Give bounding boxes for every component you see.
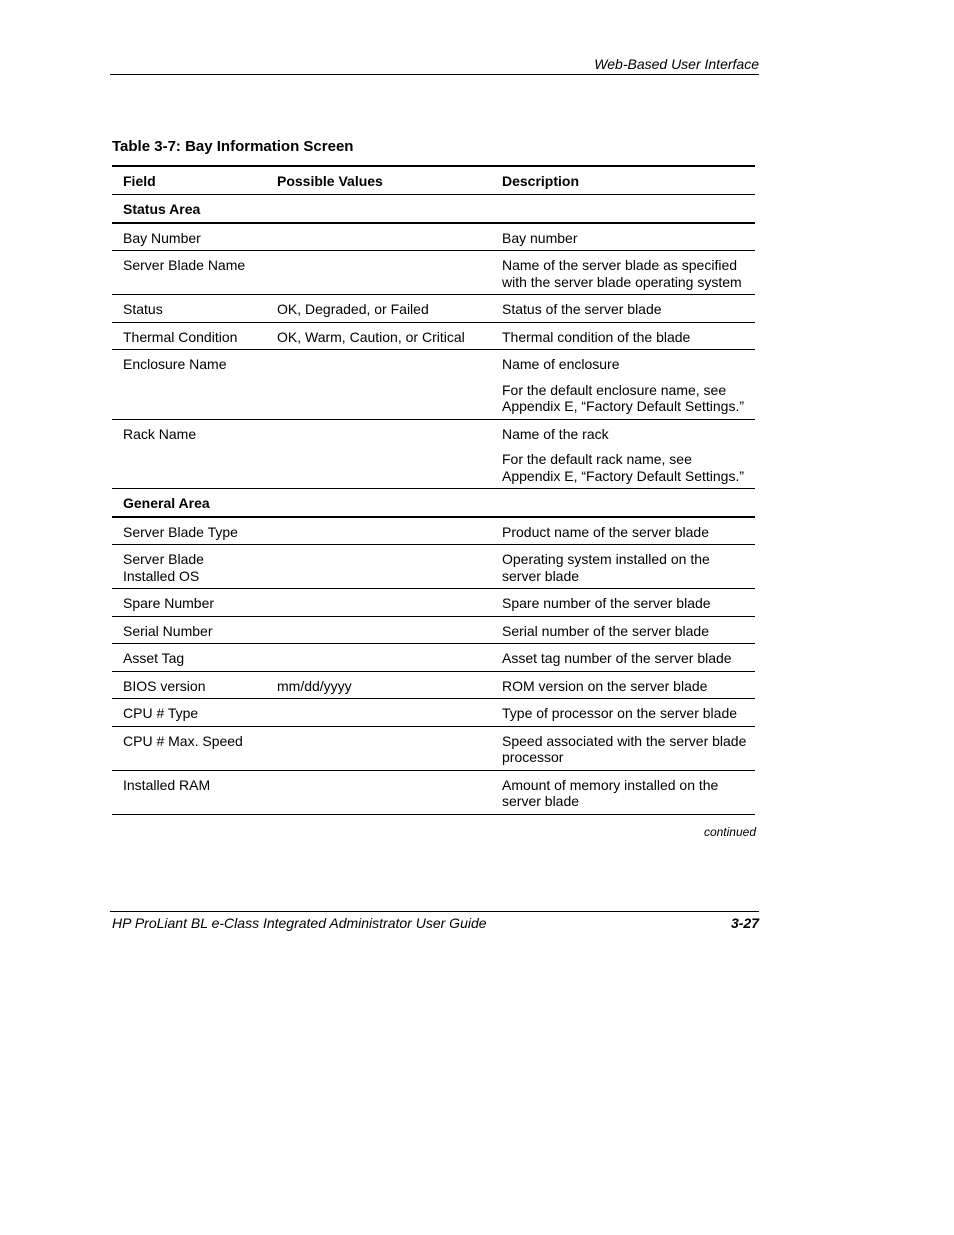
footer-rule — [110, 911, 759, 912]
table-row — [112, 295, 755, 323]
section-title: Status Area — [112, 195, 755, 223]
possible-values-cell — [266, 223, 491, 251]
table-row — [112, 517, 755, 545]
section-row — [112, 195, 755, 223]
possible-values-cell — [266, 616, 491, 644]
field-cell: Serial Number — [112, 616, 266, 644]
table-header-row — [112, 166, 755, 195]
table-row — [112, 350, 755, 420]
field-cell: Installed RAM — [112, 770, 266, 814]
field-cell: CPU # Type — [112, 699, 266, 727]
description-text: Bay number — [502, 229, 578, 246]
description-cell — [491, 419, 755, 489]
table-row — [112, 589, 755, 617]
description-text: Product name of the server blade — [502, 523, 710, 540]
continued-note: continued — [703, 825, 756, 839]
description-cell — [491, 589, 755, 617]
possible-values-cell — [266, 726, 491, 770]
possible-values-cell — [266, 589, 491, 617]
page-number: 3-27 — [730, 915, 759, 931]
description-cell — [491, 770, 755, 814]
description-text: ROM version on the server blade — [502, 677, 708, 694]
field-cell: BIOS version — [112, 671, 266, 699]
possible-values-cell: mm/dd/yyyy — [266, 671, 491, 699]
possible-values-cell: OK, Degraded, or Failed — [266, 295, 491, 323]
field-cell: Status — [112, 295, 266, 323]
running-header: Web-Based User Interface — [594, 56, 759, 72]
table-row — [112, 671, 755, 699]
field-cell: Rack Name — [112, 419, 266, 489]
column-header-description: Description — [491, 166, 755, 195]
possible-values-cell — [266, 517, 491, 545]
description-text: Operating system installed on the server blade — [502, 551, 710, 584]
table-row — [112, 322, 755, 350]
possible-values-cell — [266, 644, 491, 672]
description-text: Spare number of the server blade — [502, 595, 711, 611]
description-cell — [491, 545, 755, 589]
description-text: Asset tag number of the server blade — [502, 650, 732, 666]
description-text: Status of the server blade — [502, 301, 662, 317]
description-cell — [491, 726, 755, 770]
table-caption: Table 3-7: Bay Information Screen — [112, 138, 354, 155]
description-cell — [491, 671, 755, 699]
field-cell: Server Blade Type — [112, 517, 266, 545]
description-text: Serial number of the server blade — [502, 622, 709, 639]
description-cell — [491, 322, 755, 350]
bay-information-table — [112, 165, 755, 815]
description-text: Type of processor on the server blade — [502, 705, 738, 721]
footer-title: HP ProLiant BL e-Class Integrated Administrator User Guide — [112, 915, 487, 931]
description-cell — [491, 699, 755, 727]
description-text: Speed associated with the server blade processor — [502, 732, 747, 765]
description-cell — [491, 295, 755, 323]
description-text: Thermal condition of the blade — [502, 328, 691, 345]
possible-values-cell — [266, 545, 491, 589]
description-cell — [491, 644, 755, 672]
table-row — [112, 251, 755, 295]
section-row — [112, 489, 755, 517]
description-text: Amount of memory installed on the server blade — [502, 776, 719, 809]
table-row — [112, 223, 755, 251]
field-cell: Enclosure Name — [112, 350, 266, 420]
description-note: For the default enclosure name, see Appendix E, “Factory Default Settings.” — [502, 381, 744, 414]
table-row — [112, 545, 755, 589]
possible-values-cell: OK, Warm, Caution, or Critical — [266, 322, 491, 350]
field-cell: CPU # Max. Speed — [112, 726, 266, 770]
description-text: Name of the rack — [502, 425, 609, 442]
header-rule — [110, 74, 759, 75]
table-body — [112, 195, 755, 815]
field-cell: Spare Number — [112, 589, 266, 617]
possible-values-cell — [266, 251, 491, 295]
field-cell: Asset Tag — [112, 644, 266, 672]
field-cell: Thermal Condition — [112, 322, 266, 350]
field-cell: Bay Number — [112, 223, 266, 251]
description-cell — [491, 517, 755, 545]
description-cell — [491, 350, 755, 420]
table-row — [112, 726, 755, 770]
description-cell — [491, 251, 755, 295]
table-row — [112, 699, 755, 727]
description-text: Name of the server blade as specified with the server blade operating system — [502, 257, 742, 290]
table-row — [112, 419, 755, 489]
possible-values-cell — [266, 699, 491, 727]
column-header-field: Field — [112, 166, 266, 195]
description-cell — [491, 616, 755, 644]
possible-values-cell — [266, 350, 491, 420]
description-note: For the default rack name, see Appendix E, “Factory Default Settings.” — [502, 451, 744, 484]
table-row — [112, 644, 755, 672]
possible-values-cell — [266, 770, 491, 814]
section-title: General Area — [112, 489, 755, 517]
table-row — [112, 770, 755, 814]
field-cell: Server Blade Name — [112, 251, 266, 295]
description-cell — [491, 223, 755, 251]
description-text: Name of enclosure — [502, 356, 620, 372]
field-cell: Server Blade Installed OS — [112, 545, 266, 589]
column-header-possible-values: Possible Values — [266, 166, 491, 195]
table-row — [112, 616, 755, 644]
possible-values-cell — [266, 419, 491, 489]
